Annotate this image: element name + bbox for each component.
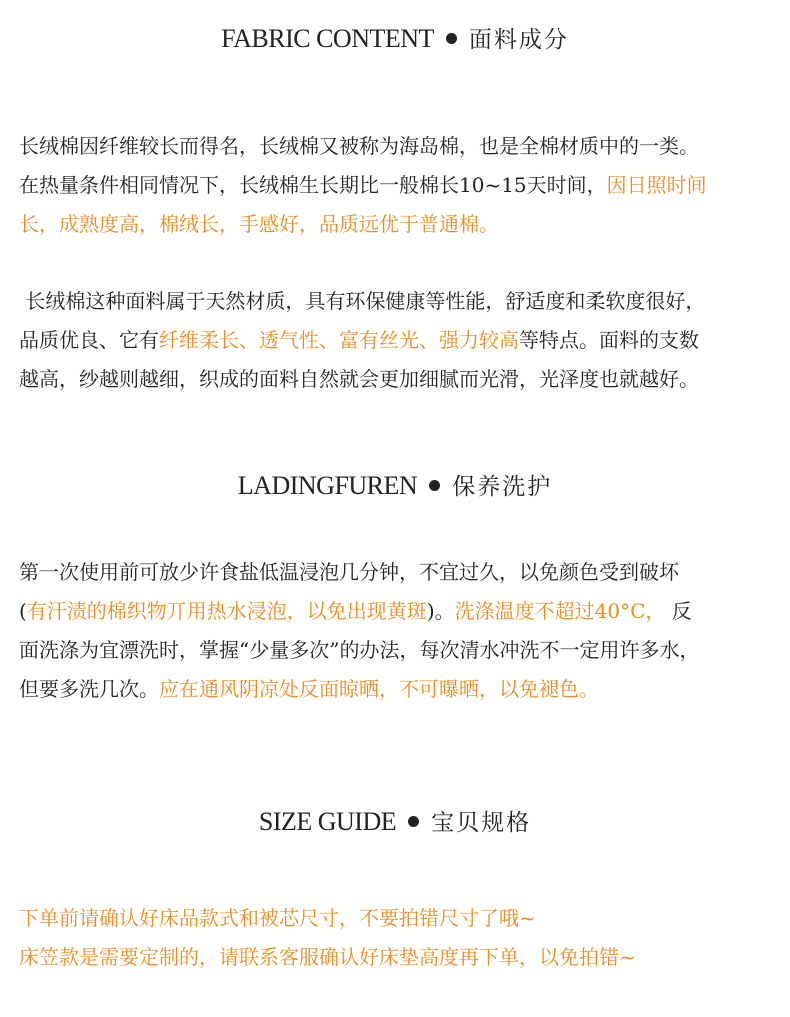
highlight-text-line: 床笠款是需要定制的，请联系客服确认好床垫高度再下单，以免拍错~ [19, 945, 636, 969]
text-line: 越高，纱越则越细，织成的面料自然就会更加细腻而光滑，光泽度也就越好。 [19, 367, 699, 391]
text-line: 品质优良、它有纤维柔长、透气性、富有丝光、强力较高等特点。面料的支数 [19, 328, 699, 352]
care-heading-en: LADINGFUREN [237, 471, 418, 500]
highlight-text: 有汗渍的棉织物丌用热水浸泡，以免出现黄斑 [26, 599, 427, 623]
highlight-text-line: 长，成熟度高，棉绒长，手感好，品质远优于普通棉。 [19, 212, 499, 236]
text-line: 长绒棉因纤维较长而得名，长绒棉又被称为海岛棉，也是全棉材质中的一类。 [19, 134, 699, 158]
fabric-paragraph-1 [19, 127, 779, 244]
care-paragraph [19, 553, 779, 709]
highlight-text-line: 下单前请确认好床品款式和被芯尺寸，不要拍错尺寸了哦~ [19, 906, 536, 930]
care-heading-zh: 保养洗护 [452, 474, 553, 500]
highlight-text: 应在通风阴凉处反面晾晒，不可曝晒，以免褪色。 [159, 677, 599, 701]
fabric-paragraph-2 [19, 282, 779, 399]
text-line: 长绒棉这种面料属于天然材质，具有环保健康等性能，舒适度和柔软度很好， [19, 289, 706, 313]
highlight-text: 洗涤温度不超过40°C， [454, 599, 666, 623]
size-paragraph [19, 899, 779, 977]
fabric-content-heading [0, 22, 790, 57]
bullet-dot-icon [446, 33, 457, 44]
care-heading [0, 469, 790, 504]
text-line: (有汗渍的棉织物丌用热水浸泡，以免出现黄斑)。洗涤温度不超过40°C， 反 [19, 599, 692, 623]
fabric-heading-zh: 面料成分 [468, 27, 569, 53]
text-line: 面洗涤为宜漂洗时，掌握“少量多次”的办法，每次清水冲洗不一定用许多水， [19, 638, 700, 662]
text-line: 但要多洗几次。应在通风阴凉处反面晾晒，不可曝晒，以免褪色。 [19, 677, 599, 701]
bullet-dot-icon [408, 816, 419, 827]
highlight-text: 纤维柔长、透气性、富有丝光、强力较高 [159, 328, 519, 352]
text-line: 在热量条件相同情况下，长绒棉生长期比一般棉长10~15天时间，因日照时间 [19, 173, 707, 197]
size-heading-en: SIZE GUIDE [258, 807, 397, 836]
bullet-dot-icon [429, 480, 440, 491]
text-line: 第一次使用前可放少许食盐低温浸泡几分钟，不宜过久，以免颜色受到破坏 [19, 560, 679, 584]
highlight-text: 因日照时间 [606, 173, 707, 197]
fabric-heading-en: FABRIC CONTENT [221, 24, 434, 53]
size-guide-heading [0, 805, 790, 840]
size-heading-zh: 宝贝规格 [431, 810, 532, 836]
